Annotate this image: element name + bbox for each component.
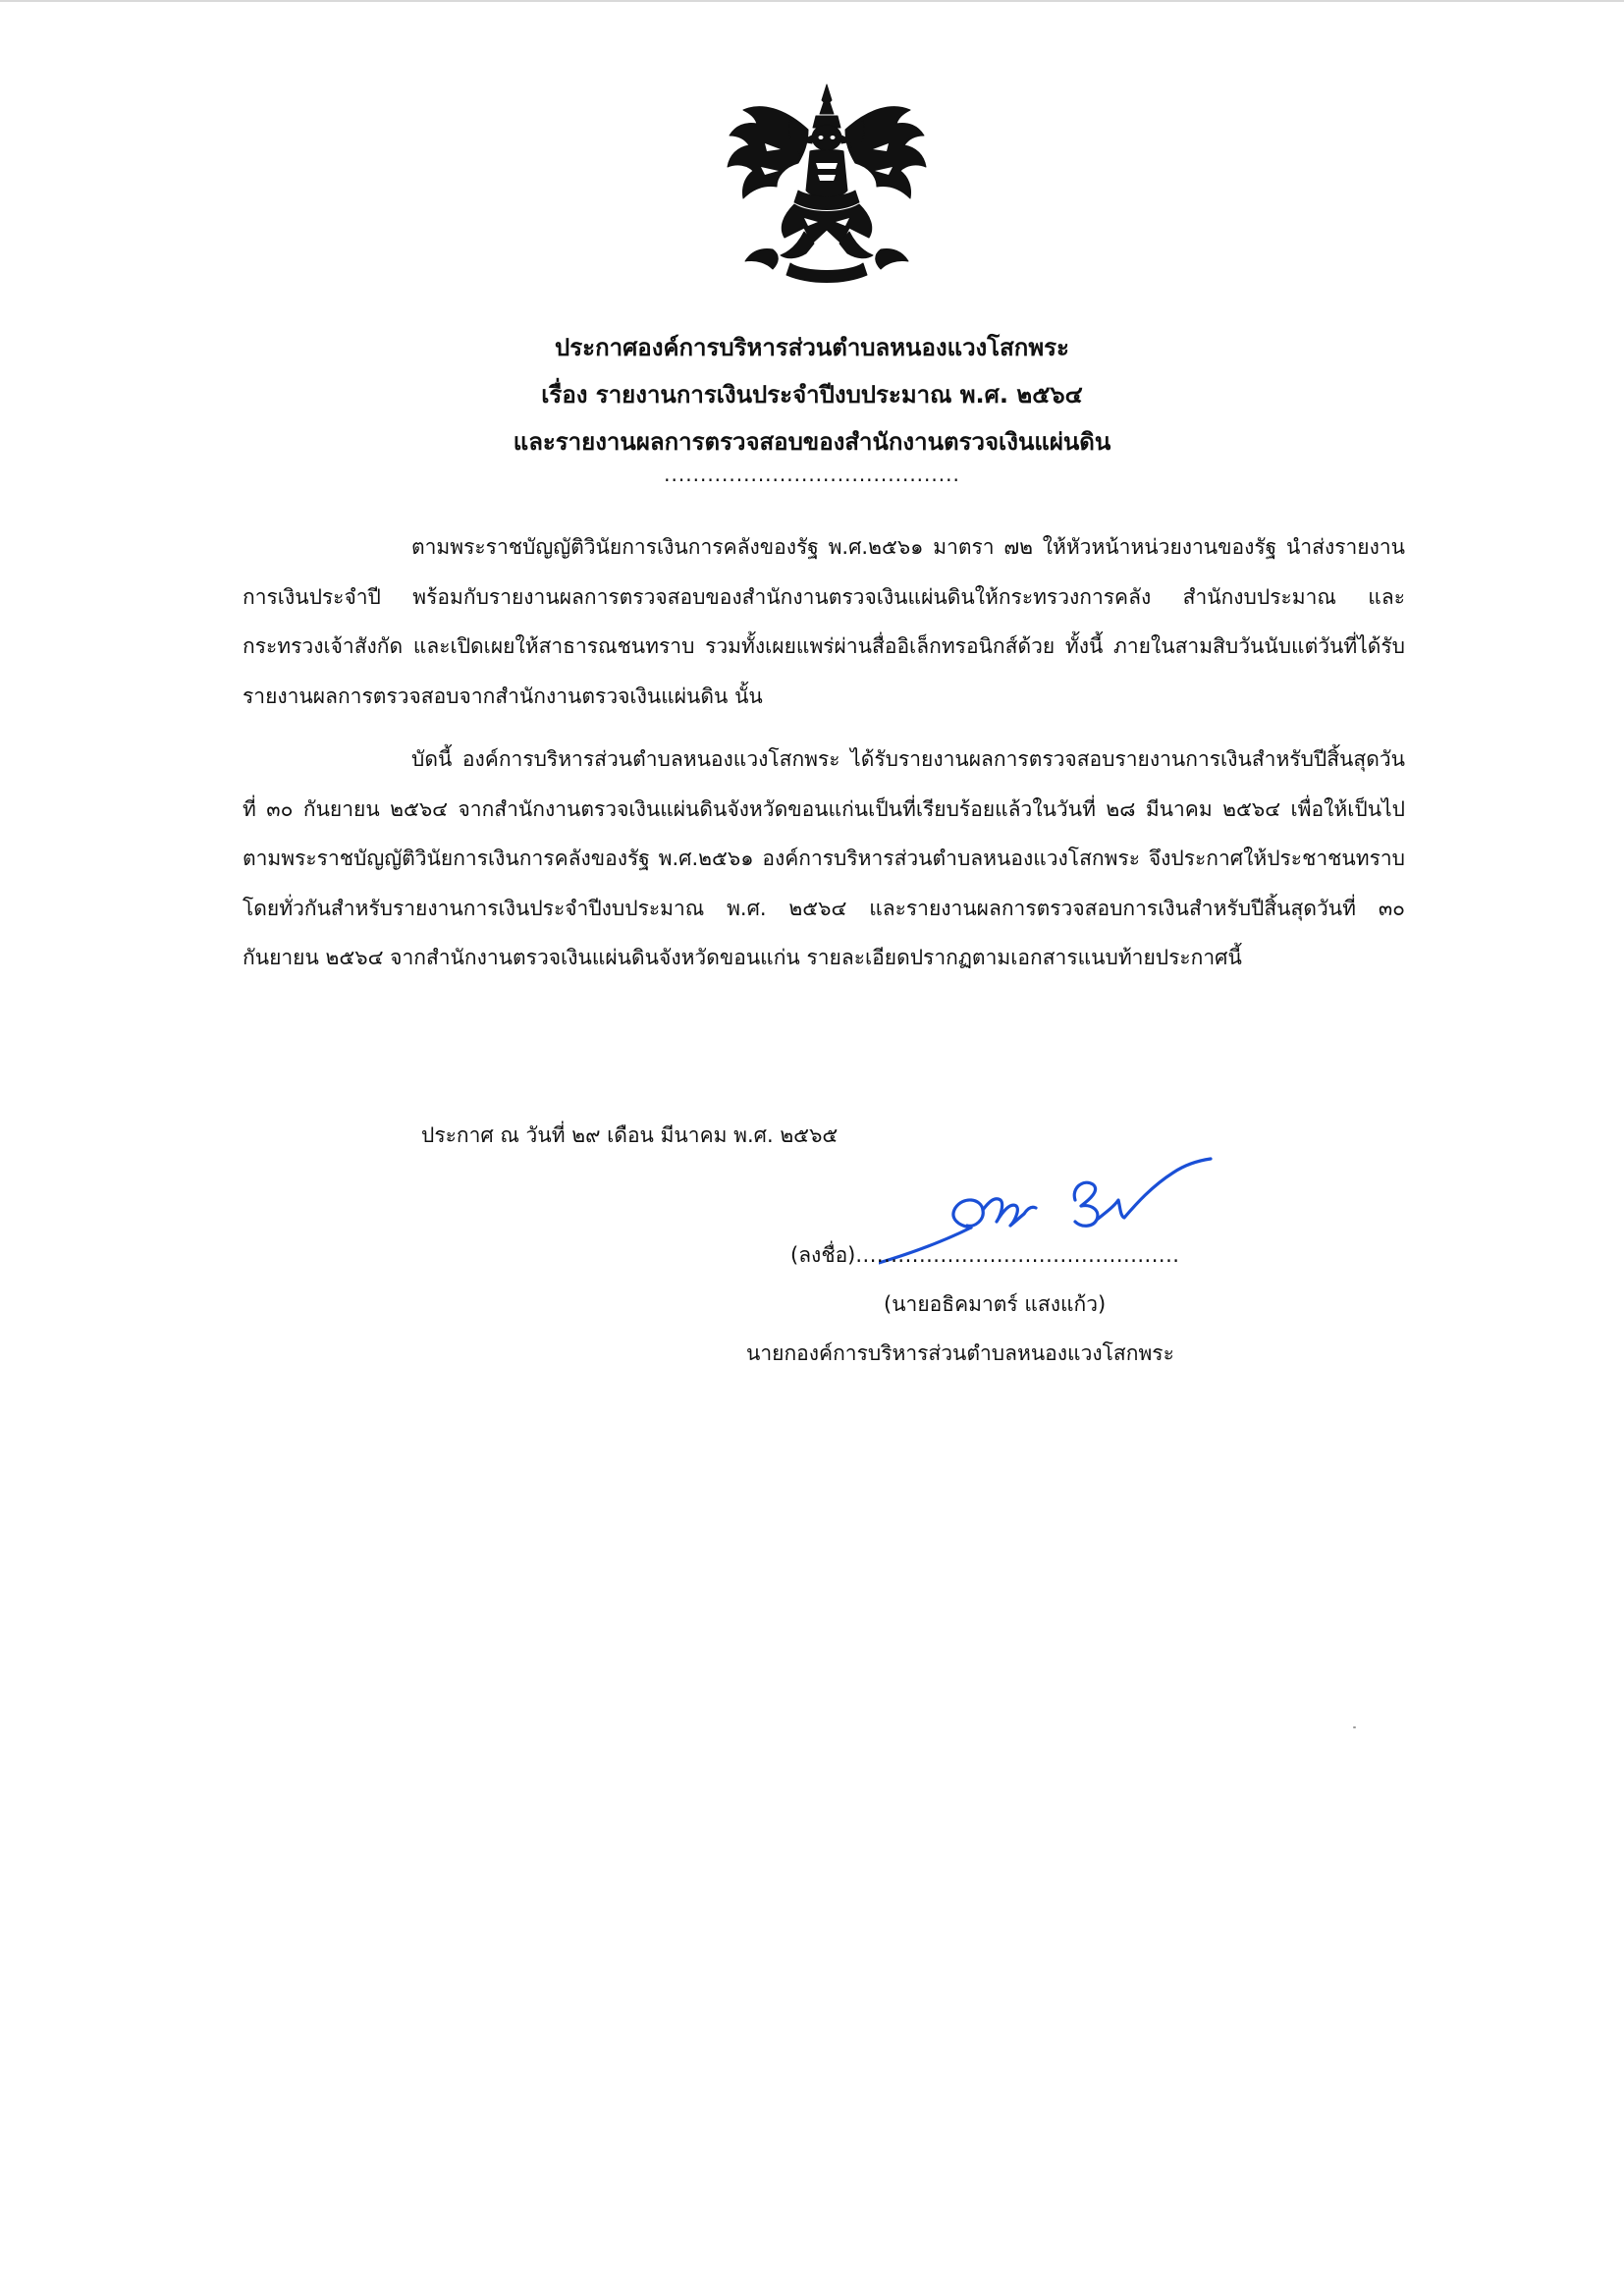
announcement-date: ประกาศ ณ วันที่ ๒๙ เดือน มีนาคม พ.ศ. ๒๕๖๕	[421, 1123, 839, 1147]
subject-line-continued: และรายงานผลการตรวจสอบของสำนักงานตรวจเงินแผ่นดิน	[513, 428, 1111, 456]
subject-line: เรื่อง รายงานการเงินประจำปีงบประมาณ พ.ศ. ๒๕๖๔	[541, 381, 1083, 409]
signatory-position: นายกองค์การบริหารส่วนตำบลหนองแวงโสกพระ	[746, 1341, 1174, 1365]
signature-label: (ลงชื่อ)	[790, 1243, 856, 1267]
body-text	[243, 522, 1405, 983]
signature-line	[790, 1237, 1179, 1273]
paragraph-2	[243, 735, 1405, 983]
title-separator: .........................................	[664, 463, 960, 486]
scan-speck	[1353, 1726, 1356, 1728]
paragraph-1	[243, 522, 1405, 721]
title-block	[245, 324, 1379, 487]
signatory-name: (นายอธิคมาตร์ แสงแก้ว)	[884, 1292, 1107, 1316]
paragraph-2-text: บัดนี้ องค์การบริหารส่วนตำบลหนองแวงโสกพระ ได้รับรายงานผลการตรวจสอบรายงานการเงินสำหรับปีสิ้นสุดวันที่ ๓๐ กันยายน ๒๕๖๔ จากสำนักงานตรวจเงินแผ่นดินจังหวัดขอนแก่นเป็นที่เรียบร้อยแล้วในวันที่ ๒๘ มีนาคม ๒๕๖๔ เพื่อให้เป็นไปตามพระราชบัญญัติวินัยการเงินการคลังของรัฐ พ.ศ.๒๕๖๑ องค์การบริหารส่วนตำบลหนองแวงโสกพระ จึงประกาศให้ประชาชนทราบโดยทั่วกันสำหรับรายงานการเงินประจำปีงบประมาณ พ.ศ. ๒๕๖๔ และรายงานผลการตรวจสอบการเงินสำหรับปีสิ้นสุดวันที่ ๓๐ กันยายน ๒๕๖๔ จากสำนักงานตรวจเงินแผ่นดินจังหวัดขอนแก่น รายละเอียดปรากฏตามเอกสารแนบท้ายประกาศนี้	[243, 747, 1405, 969]
scan-top-edge	[0, 0, 1624, 2]
garuda-emblem-icon	[722, 81, 933, 287]
paragraph-1-text: ตามพระราชบัญญัติวินัยการเงินการคลังของรัฐ พ.ศ.๒๕๖๑ มาตรา ๗๒ ให้หัวหน้าหน่วยงานของรัฐ นำส่งรายงานการเงินประจำปี พร้อมกับรายงานผลการตรวจสอบของสำนักงานตรวจเงินแผ่นดินให้กระทรวงการคลัง สำนักงบประมาณ และกระทรวงเจ้าสังกัด และเปิดเผยให้สาธารณชนทราบ รวมทั้งเผยแพร่ผ่านสื่ออิเล็กทรอนิกส์ด้วย ทั้งนี้ ภายในสามสิบวันนับแต่วันที่ได้รับรายงานผลการตรวจสอบจากสำนักงานตรวจเงินแผ่นดิน นั้น	[243, 535, 1405, 708]
signature-block	[746, 1157, 1355, 1412]
signature-dots: ..............................................	[855, 1243, 1180, 1267]
announcement-title: ประกาศองค์การบริหารส่วนตำบลหนองแวงโสกพระ	[555, 334, 1069, 361]
